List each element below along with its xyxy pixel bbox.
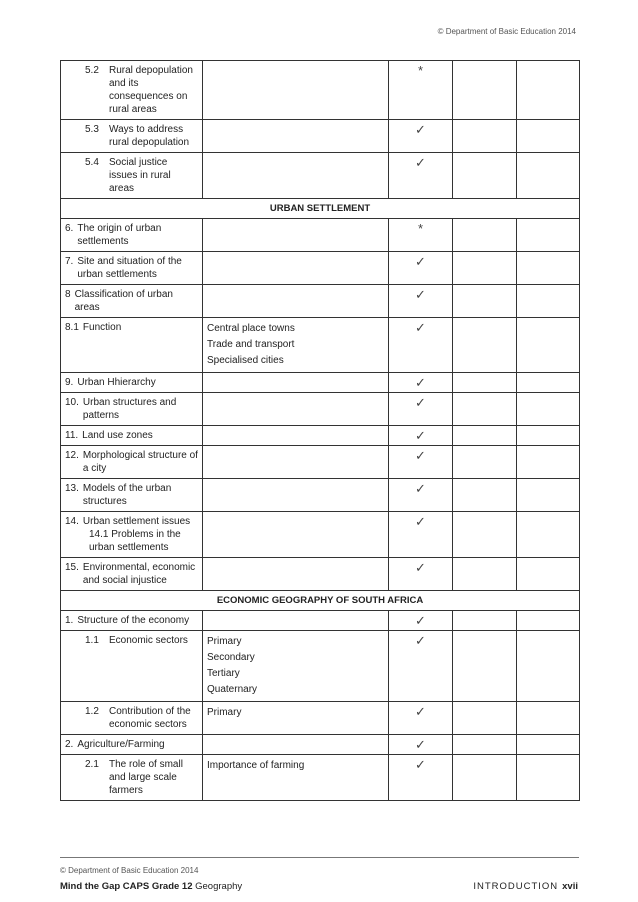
topic-cell [61,318,203,373]
table-row [61,755,580,801]
subtopic-cell [203,755,389,801]
empty-cell [453,512,517,558]
topic-cell [61,755,203,801]
topic-number: 13. [65,483,79,494]
empty-cell [517,61,580,120]
empty-cell [517,153,580,199]
empty-cell [453,153,517,199]
topic-item [65,705,198,731]
check-mark-icon: ✓ [389,755,453,801]
empty-cell [453,219,517,252]
topic-number: 8 [65,289,71,300]
footer-divider [60,857,579,858]
empty-cell [453,631,517,702]
topic-text: Rural depopulation and its consequences on rural areas [109,65,193,115]
check-mark-icon: ✓ [389,426,453,446]
topic-item [65,321,198,334]
empty-cell [517,219,580,252]
topic-number: 1. [65,615,74,626]
asterisk-mark: * [389,219,453,252]
empty-cell [517,702,580,735]
section-heading: URBAN SETTLEMENT [61,199,580,219]
subtopic-cell [203,393,389,426]
topic-cell [61,702,203,735]
empty-cell [517,446,580,479]
table-row [61,61,580,120]
page-number: xvii [562,881,578,892]
header-credit: © Department of Basic Education 2014 [437,27,576,36]
subtopic-cell [203,373,389,393]
topic-item [65,515,198,528]
subtopic-cell [203,61,389,120]
topic-item [65,738,198,751]
empty-cell [517,631,580,702]
check-mark-icon: ✓ [389,252,453,285]
empty-cell [453,318,517,373]
topic-cell [61,219,203,252]
topic-text: Urban structures and patterns [82,397,177,421]
topic-number: 15. [65,562,79,573]
table-row [61,219,580,252]
topic-text: Social justice issues in rural areas [109,157,171,194]
check-mark-icon: ✓ [389,373,453,393]
empty-cell [517,318,580,373]
empty-cell [453,735,517,755]
table-row [61,446,580,479]
topic-text: Structure of the economy [77,615,190,626]
check-mark-icon: ✓ [389,631,453,702]
table-row [61,393,580,426]
check-mark-icon: ✓ [389,735,453,755]
footer-book-title [60,881,242,892]
topic-cell [61,393,203,426]
subtopic-cell [203,512,389,558]
empty-cell [517,285,580,318]
table-row [61,252,580,285]
topic-item [65,288,198,314]
subtopic-cell [203,702,389,735]
check-mark-icon: ✓ [389,702,453,735]
topic-number: 2. [65,739,74,750]
topic-cell [61,558,203,591]
check-mark-icon: ✓ [389,512,453,558]
topic-cell [61,479,203,512]
empty-cell [453,252,517,285]
topic-cell [61,611,203,631]
subtopic-cell [203,120,389,153]
check-mark-icon: ✓ [389,611,453,631]
empty-cell [453,558,517,591]
subtopic-cell [203,153,389,199]
empty-cell [453,702,517,735]
subtopic-line: Central place towns [207,323,295,334]
subtopic-cell [203,446,389,479]
check-mark-icon: ✓ [389,479,453,512]
topic-cell [61,512,203,558]
table-row [61,285,580,318]
table-row [61,318,580,373]
subtopic-cell [203,631,389,702]
topic-text: Site and situation of the urban settlements [77,256,182,280]
empty-cell [453,393,517,426]
topic-item [65,376,198,389]
topic-item [65,222,198,248]
check-mark-icon: ✓ [389,393,453,426]
topic-item [65,156,198,195]
table-row [61,479,580,512]
topic-item [65,561,198,587]
subtopic-cell [203,479,389,512]
topic-number: 2.1 [85,759,99,770]
topic-item [65,758,198,797]
topic-number: 12. [65,450,79,461]
topic-number: 7. [65,256,74,267]
topic-text: Agriculture/Farming [77,739,165,750]
footer-title-bold: Mind the Gap CAPS Grade 12 [60,881,193,892]
subtopic-line: Secondary [207,652,255,663]
topic-text: Classification of urban areas [74,289,173,313]
empty-cell [517,393,580,426]
topic-item [65,123,198,149]
empty-cell [453,611,517,631]
topic-item [65,614,198,627]
topic-cell [61,426,203,446]
topic-subitem: 14.1 Problems in the urban settlements [89,529,181,553]
empty-cell [453,285,517,318]
topic-text: Function [82,322,122,333]
empty-cell [517,611,580,631]
empty-cell [517,512,580,558]
topic-number: 5.4 [85,157,99,168]
topic-text: Ways to address rural depopulation [109,124,190,148]
empty-cell [453,426,517,446]
content-table [60,60,580,801]
topic-text: Economic sectors [109,635,188,646]
topic-text: Contribution of the economic sectors [109,706,191,730]
empty-cell [453,120,517,153]
section-heading: ECONOMIC GEOGRAPHY OF SOUTH AFRICA [61,591,580,611]
subtopic-line: Specialised cities [207,355,284,366]
table-row [61,426,580,446]
subtopic-cell [203,219,389,252]
topic-number: 5.3 [85,124,99,135]
subtopic-line: Primary [207,636,242,647]
subtopic-line: Primary [207,707,242,718]
topic-number: 9. [65,377,74,388]
topic-text: The origin of urban settlements [77,223,162,247]
topic-number: 6. [65,223,74,234]
empty-cell [517,426,580,446]
topic-text: The role of small and large scale farmers [109,759,183,796]
asterisk-mark: * [389,61,453,120]
topic-number: 1.2 [85,706,99,717]
subtopic-cell [203,285,389,318]
subtopic-line: Importance of farming [207,760,305,771]
empty-cell [517,120,580,153]
check-mark-icon: ✓ [389,120,453,153]
subtopic-cell [203,735,389,755]
topic-item [65,449,198,475]
topic-cell [61,153,203,199]
table-row [61,373,580,393]
subtopic-line: Tertiary [207,668,240,679]
topic-cell [61,285,203,318]
topic-cell [61,373,203,393]
topic-item [65,429,198,442]
topic-cell [61,631,203,702]
topic-number: 1.1 [85,635,99,646]
footer-title-subject: Geography [192,881,243,892]
empty-cell [453,446,517,479]
topic-text: Environmental, economic and social injustice [82,562,196,586]
table-row [61,631,580,702]
table-row [61,611,580,631]
section-row [61,199,580,219]
empty-cell [453,479,517,512]
subtopic-cell [203,252,389,285]
subtopic-cell [203,318,389,373]
empty-cell [453,755,517,801]
topic-number: 14. [65,516,79,527]
check-mark-icon: ✓ [389,318,453,373]
subtopic-cell [203,611,389,631]
empty-cell [517,735,580,755]
empty-cell [517,373,580,393]
topic-cell [61,252,203,285]
empty-cell [517,755,580,801]
footer-credit: © Department of Basic Education 2014 [60,866,199,875]
topic-cell [61,120,203,153]
topic-item [65,396,198,422]
subtopic-cell [203,558,389,591]
footer-section: INTRODUCTION [473,881,559,892]
topic-cell [61,61,203,120]
footer-page-info [473,881,578,892]
table-row [61,735,580,755]
empty-cell [517,479,580,512]
topic-text: Urban settlement issues [82,516,191,527]
check-mark-icon: ✓ [389,446,453,479]
topic-number: 8.1 [65,322,79,333]
empty-cell [453,373,517,393]
topic-cell [61,735,203,755]
empty-cell [517,558,580,591]
topic-item [65,482,198,508]
subtopic-line: Trade and transport [207,339,295,350]
topic-cell [61,446,203,479]
table-row [61,512,580,558]
topic-text: Models of the urban structures [82,483,172,507]
table-row [61,153,580,199]
table-row [61,558,580,591]
section-row [61,591,580,611]
topic-number: 11. [65,430,79,441]
topic-item [65,64,198,116]
topic-text: Morphological structure of a city [82,450,198,474]
check-mark-icon: ✓ [389,153,453,199]
check-mark-icon: ✓ [389,285,453,318]
subtopic-cell [203,426,389,446]
table-row [61,702,580,735]
topic-item [65,634,198,647]
check-mark-icon: ✓ [389,558,453,591]
topic-number: 5.2 [85,65,99,76]
topic-item [65,255,198,281]
empty-cell [453,61,517,120]
table-row [61,120,580,153]
subtopic-line: Quaternary [207,684,258,695]
topic-text: Land use zones [82,430,153,441]
topic-number: 10. [65,397,79,408]
empty-cell [517,252,580,285]
topic-text: Urban Hhierarchy [77,377,156,388]
